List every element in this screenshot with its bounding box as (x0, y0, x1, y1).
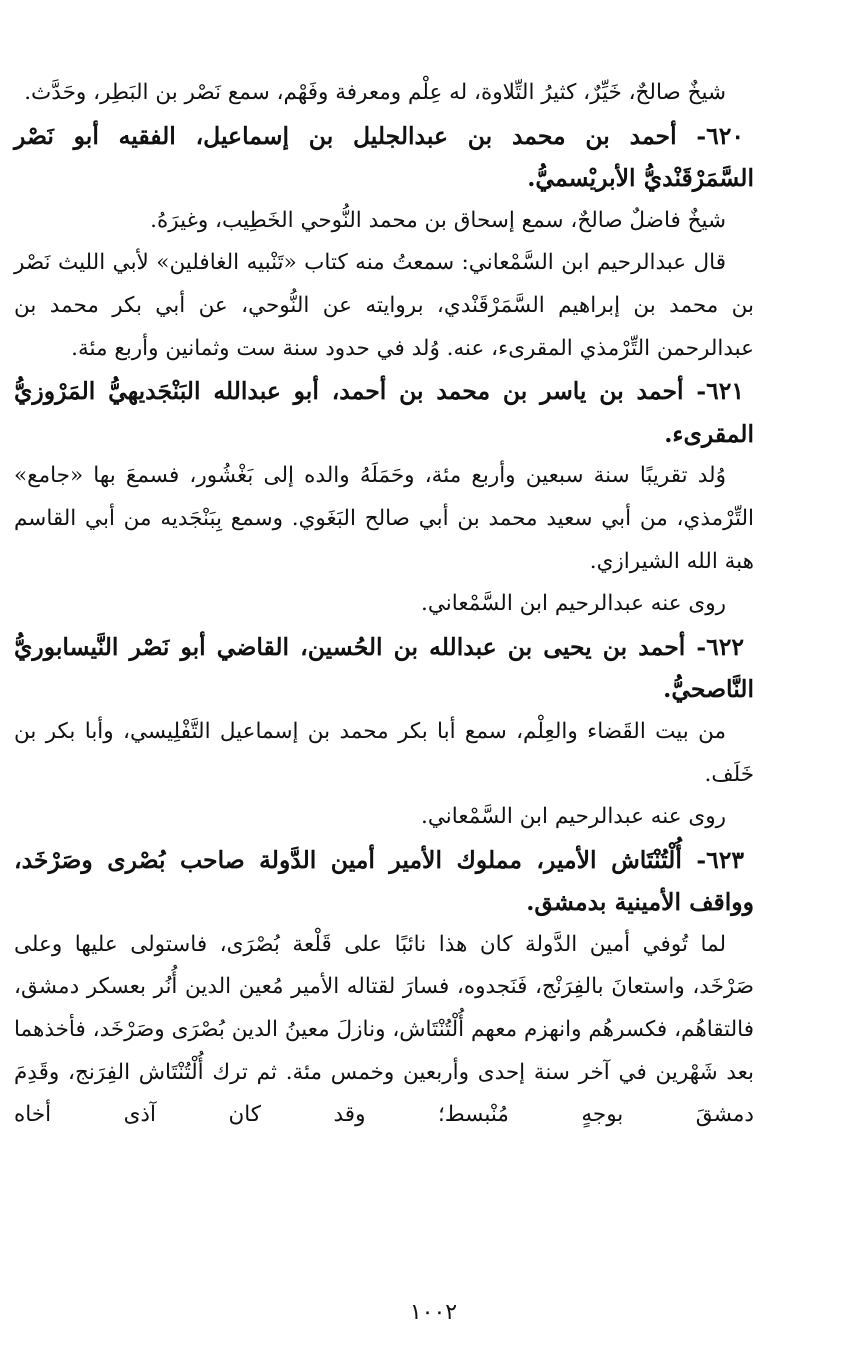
paragraph-body: روى عنه عبدالرحيم ابن السَّمْعاني. (421, 591, 726, 617)
page-number: ١٠٠٢ (409, 1300, 458, 1325)
paragraph-body: لما تُوفي أمين الدَّولة كان هذا نائبًا على قَلْعة بُصْرَى، فاستولى عليها وعلى صَرْخَد، واستعانَ بالفِرَنْج، فَنَجدوه، فسارَ لقتاله الأمير مُعين الدين أُنُر بعسكر دمشق، فالتقاهُم، فكسرهُم وانهزم معهم أُلْتُنْتَاش، ونازلَ معينُ الدين بُصْرَى وصَرْخَد، فأخذهما بعد شَهْرين في آخر سنة إحدى وأربعين وخمس مئة. ثم ترك أُلْتُنْتَاش الفِرَنج، وقَدِمَ دمشقَ بوجهٍ مُنْبسط؛ وقد كان آذى أخاه (14, 931, 754, 1128)
paragraph-body: قال عبدالرحيم ابن السَّمْعاني: سمعتُ منه كتاب «تَنْبيه الغافلين» لأبي الليث نَصْر بن محمد بن إبراهيم السَّمَرْقَنْدي، بروايته عن النُّوحي، عن أبي بكر محمد بن عبدالرحمن التِّرْمذي المقرىء، عنه. وُلد في حدود سنة ست وثمانين وأربع مئة. (14, 250, 754, 361)
entry-heading-622: ٦٢٢- أحمد بن يحيى بن عبدالله بن الحُسين، القاضي أبو نَصْر النَّيسابوريُّ النَّاصحيُّ. (14, 632, 754, 704)
entry-heading-620: ٦٢٠- أحمد بن محمد بن عبدالجليل بن إسماعيل، الفقيه أبو نَصْر السَّمَرْقَنْديُّ الأبريْسميُّ. (14, 121, 754, 193)
page-text-body (14, 72, 754, 1137)
paragraph-body: روى عنه عبدالرحيم ابن السَّمْعاني. (421, 804, 726, 830)
paragraph-body: من بيت القَضاء والعِلْم، سمع أبا بكر محمد بن إسماعيل التَّفْلِيسي، وأبا بكر بن خَلَف. (14, 718, 754, 787)
paragraph-body: شيخٌ فاضلٌ صالحٌ، سمع إسحاق بن محمد النُّوحي الخَطِيب، وغيرَهُ. (150, 207, 726, 233)
paragraph-body: شيخٌ صالحٌ، خَيِّرٌ، كثيرُ التِّلاوة، له عِلْم ومعرفة وفَهْم، سمع نَصْر بن البَطِر، وحَدَّث. (24, 80, 726, 105)
entry-heading-623: ٦٢٣- أُلْتُنْتَاش الأمير، مملوك الأمير أمين الدَّولة صاحب بُصْرى وصَرْخَد، وواقف الأمينية بدمشق. (14, 845, 754, 917)
entry-heading-621: ٦٢١- أحمد بن ياسر بن محمد بن أحمد، أبو عبدالله البَنْجَديهيُّ المَرْوزيُّ المقرىء. (14, 377, 754, 448)
paragraph-body: وُلد تقريبًا سنة سبعين وأربع مئة، وحَمَلَهُ والده إلى بَغْشُور، فسمعَ بها «جامع» التِّرْمذي، من أبي سعيد محمد بن أبي صالح البَغَوي. وسمع بِبَنْجَديه من أبي القاسم هبة الله الشيرازي. (14, 463, 754, 574)
